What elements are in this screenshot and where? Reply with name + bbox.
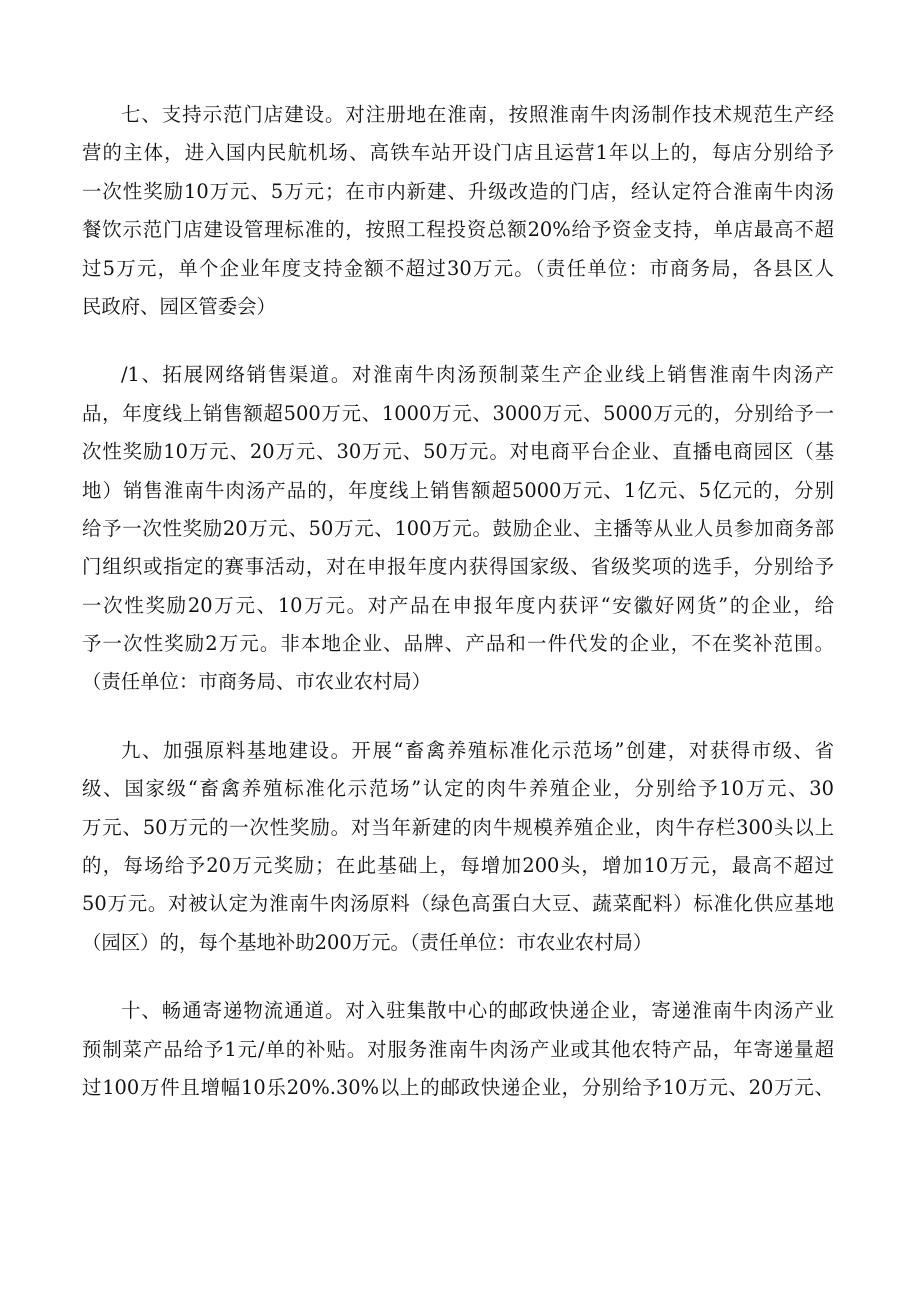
text-line: 的，每场给予20万元奖励；在此基础上，每增加200头，增加10万元，最高不超过 <box>82 854 834 878</box>
text-line: 品，年度线上销售额超500万元、1000万元、3000万元、5000万元的，分别给予一 <box>82 401 834 425</box>
paragraph-section-7 <box>82 96 834 326</box>
text-line: （园区）的，每个基地补助200万元。（责任单位：市农业农村局） <box>82 930 653 954</box>
text-line: 七、支持示范门店建设。对注册地在淮南，按照淮南牛肉汤制作技术规范生产经 <box>121 103 834 126</box>
text-line: 予一次性奖励2万元。非本地企业、品牌、产品和一件代发的企业，不在奖补范围。 <box>82 632 834 656</box>
text-line: 民政府、园区管委会） <box>82 294 276 318</box>
paragraph-section-9 <box>82 732 834 962</box>
text-line: 万元、50万元的一次性奖励。对当年新建的肉牛规模养殖企业，肉牛存栏300头以上 <box>82 815 834 839</box>
text-line: 十、畅通寄递物流通道。对入驻集散中心的邮政快递企业，寄递淮南牛肉汤产业 <box>121 999 834 1023</box>
paragraph-section-8 <box>82 356 834 702</box>
text-line: （责任单位：市商务局、市农业农村局） <box>82 670 432 694</box>
text-line: 门组织或指定的赛事活动，对在申报年度内获得国家级、省级奖项的选手，分别给予 <box>82 555 834 579</box>
text-line: /1、拓展网络销售渠道。对淮南牛肉汤预制菜生产企业线上销售淮南牛肉汤产 <box>121 363 834 387</box>
text-line: 地）销售淮南牛肉汤产品的，年度线上销售额超5000万元、1亿元、5亿元的，分别 <box>82 478 834 502</box>
text-line: 餐饮示范门店建设管理标准的，按照工程投资总额20%给予资金支持，单店最高不超 <box>82 218 834 242</box>
text-line: 给予一次性奖励20万元、50万元、100万元。鼓励企业、主播等从业人员参加商务部 <box>82 516 834 540</box>
text-line: 过100万件且增幅10乐20%.30%以上的邮政快递企业，分别给予10万元、20万元、 <box>82 1075 834 1099</box>
text-line: 一次性奖励10万元、5万元；在市内新建、升级改造的门店，经认定符合淮南牛肉汤 <box>82 179 834 203</box>
text-line: 过5万元，单个企业年度支持金额不超过30万元。（责任单位：市商务局，各县区人 <box>82 256 834 280</box>
text-line: 营的主体，进入国内民航机场、高铁车站开设门店且运营1年以上的，每店分别给予 <box>82 141 834 165</box>
text-line: 一次性奖励20万元、10万元。对产品在申报年度内获评“安徽好网货”的企业，给 <box>82 593 834 617</box>
text-line: 50万元。对被认定为淮南牛肉汤原料（绿色高蛋白大豆、蔬菜配料）标准化供应基地 <box>82 892 834 916</box>
paragraph-section-10 <box>82 992 834 1107</box>
text-line: 九、加强原料基地建设。开展“畜禽养殖标准化示范场”创建，对获得市级、省 <box>121 738 834 762</box>
text-line: 次性奖励10万元、20万元、30万元、50万元。对电商平台企业、直播电商园区（基 <box>82 440 834 464</box>
document-page <box>82 96 834 1137</box>
text-line: 级、国家级“畜禽养殖标准化示范场”认定的肉牛养殖企业，分别给予10万元、30 <box>82 777 834 801</box>
text-line: 预制菜产品给予1元/单的补贴。对服务淮南牛肉汤产业或其他农特产品，年寄递量超 <box>82 1037 834 1061</box>
